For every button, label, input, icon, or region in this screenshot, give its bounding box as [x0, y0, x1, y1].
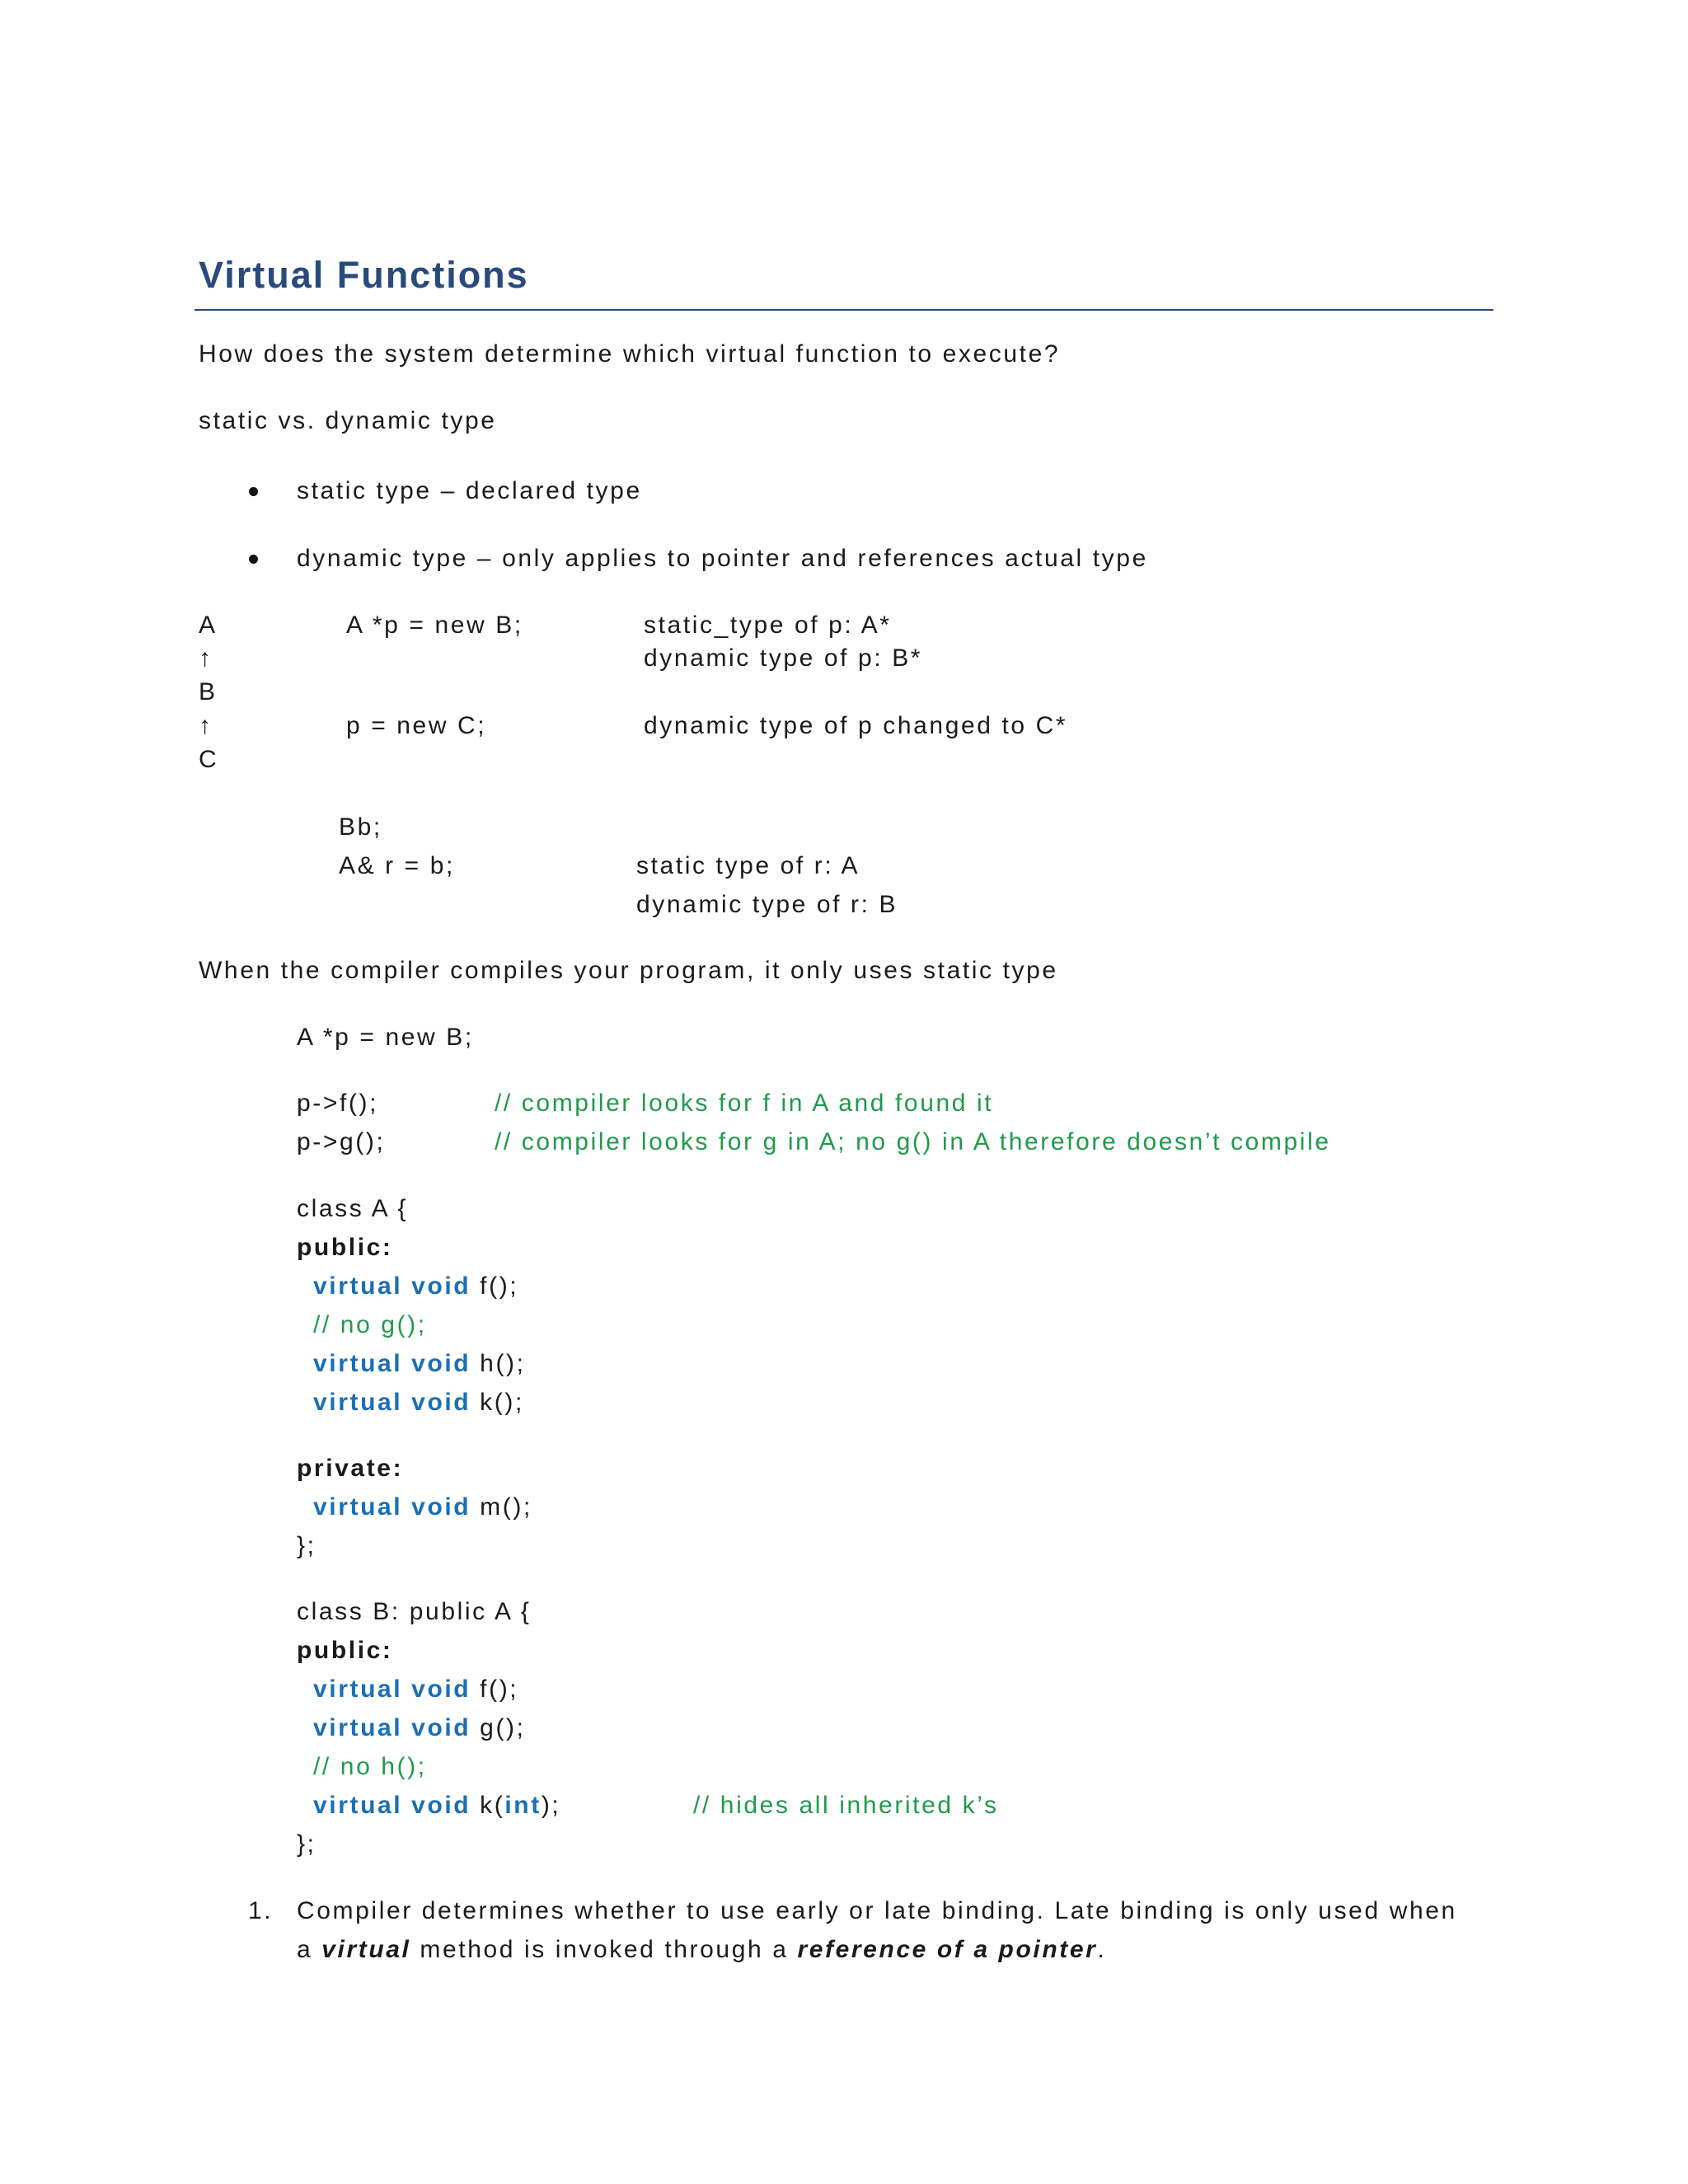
code-comment: // hides all inherited k’s: [693, 1792, 999, 1819]
bullet-dot: [249, 555, 258, 564]
emphasis-reference: reference of a pointer: [797, 1936, 1098, 1963]
dynamic-type-note: dynamic type of p: B*: [644, 644, 923, 672]
code-line: Bb;: [339, 813, 382, 841]
code-line: virtual void h();: [313, 1350, 526, 1377]
keyword: virtual void: [313, 1675, 471, 1703]
bullet-static-type: static type – declared type: [297, 477, 642, 504]
compile-statement: When the compiler compiles your program, it only uses static type: [199, 957, 1058, 984]
intro-question: How does the system determine which virtual function to execute?: [199, 340, 1061, 368]
keyword: virtual void: [313, 1714, 471, 1741]
code-line: virtual void f();: [313, 1675, 519, 1703]
code-line: virtual void g();: [313, 1714, 526, 1741]
dynamic-type-note: dynamic type of p changed to C*: [644, 712, 1068, 739]
class-a-header: class A {: [297, 1195, 409, 1222]
up-arrow-icon: ↑: [199, 644, 213, 672]
hierarchy-class-a: A: [199, 612, 218, 639]
code-line: p = new C;: [346, 712, 487, 739]
code-line: p->f();: [297, 1090, 379, 1117]
code-comment: // no h();: [313, 1753, 427, 1780]
static-type-note: static_type of p: A*: [644, 612, 892, 639]
code-line: p->g();: [297, 1128, 386, 1155]
access-specifier: public:: [297, 1637, 393, 1664]
dynamic-type-note: dynamic type of r: B: [636, 891, 898, 918]
code-comment: // no g();: [313, 1311, 427, 1338]
access-specifier: public:: [297, 1234, 393, 1261]
code-line: A *p = new B;: [346, 612, 523, 639]
code-line: virtual void m();: [313, 1493, 532, 1521]
class-b-header: class B: public A {: [297, 1598, 532, 1625]
hierarchy-class-c: C: [199, 746, 219, 773]
keyword: virtual void: [313, 1792, 471, 1819]
bullet-dynamic-type: dynamic type – only applies to pointer and references actual type: [297, 545, 1148, 572]
title-underline: [195, 309, 1493, 311]
numbered-item-line: a virtual method is invoked through a reference of a pointer.: [297, 1936, 1107, 1963]
access-specifier: private:: [297, 1455, 404, 1482]
code-comment: // compiler looks for f in A and found it: [495, 1090, 994, 1117]
numbered-item-line: Compiler determines whether to use early or late binding. Late binding is only used when: [297, 1897, 1457, 1924]
keyword: virtual void: [313, 1350, 471, 1377]
up-arrow-icon: ↑: [199, 712, 213, 739]
code-line: virtual void f();: [313, 1272, 519, 1300]
code-line: };: [297, 1532, 316, 1559]
keyword: int: [504, 1792, 542, 1819]
code-line: };: [297, 1830, 316, 1858]
code-line: virtual void k(int);: [313, 1792, 561, 1819]
bullet-dot: [249, 487, 258, 496]
subtopic-label: static vs. dynamic type: [199, 407, 497, 434]
list-number: 1.: [248, 1897, 274, 1924]
static-type-note: static type of r: A: [636, 852, 860, 879]
page-title: Virtual Functions: [199, 254, 529, 296]
code-comment: // compiler looks for g in A; no g() in A therefore doesn’t compile: [495, 1128, 1331, 1155]
keyword: virtual void: [313, 1389, 471, 1416]
keyword: virtual void: [313, 1272, 471, 1300]
emphasis-virtual: virtual: [321, 1936, 411, 1963]
hierarchy-class-b: B: [199, 678, 218, 705]
code-line: virtual void k();: [313, 1389, 524, 1416]
code-line: A& r = b;: [339, 852, 455, 879]
code-line: A *p = new B;: [297, 1024, 474, 1051]
keyword: virtual void: [313, 1493, 471, 1521]
